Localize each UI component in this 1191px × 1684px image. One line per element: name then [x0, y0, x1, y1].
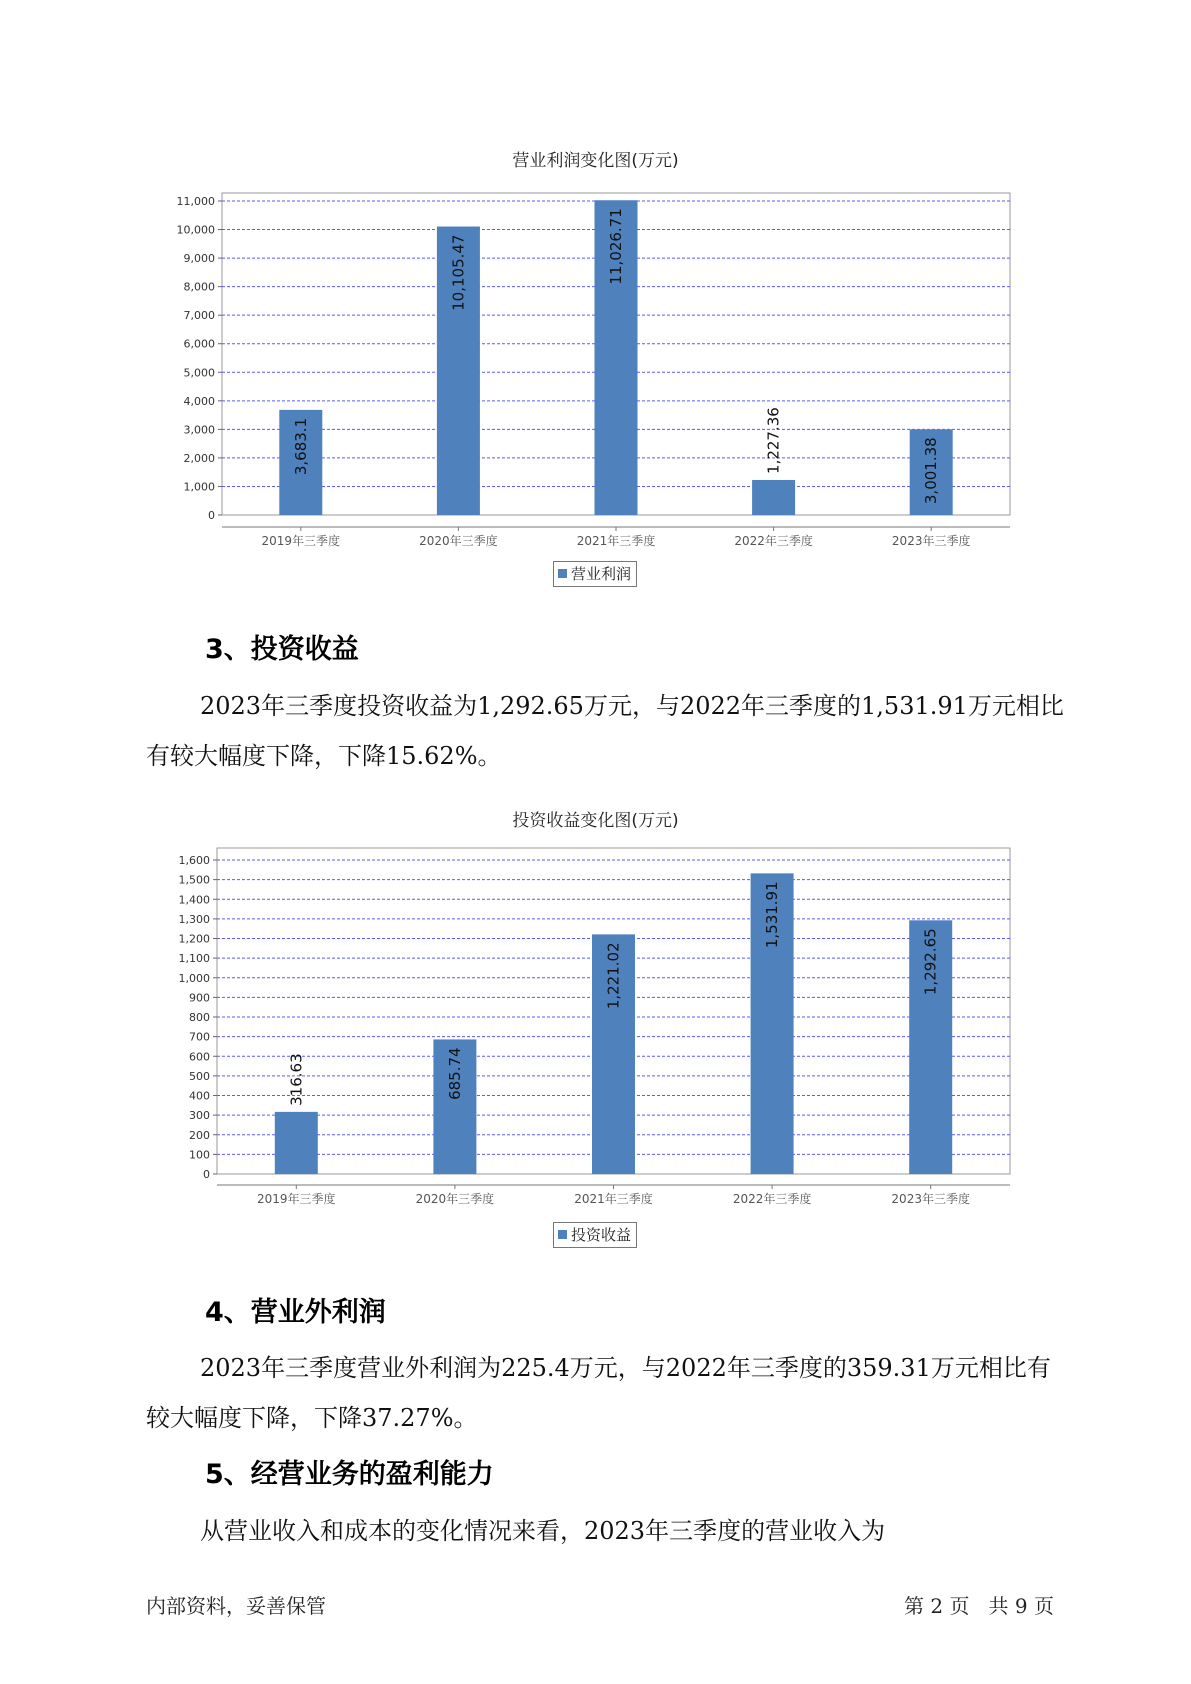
- x-tick-label: 2023年三季度: [891, 534, 971, 548]
- y-tick-label: 11,000: [176, 195, 215, 208]
- y-tick-label: 3,000: [183, 423, 215, 437]
- y-tick-label: 1,000: [183, 480, 215, 494]
- y-tick-label: 1,500: [178, 873, 210, 887]
- y-tick-label: 300: [189, 1109, 210, 1123]
- x-tick-label: 2022年三季度: [734, 534, 813, 548]
- legend-swatch: [558, 1230, 567, 1239]
- paragraph-investment-income: 2023年三季度投资收益为1,292.65万元，与2022年三季度的1,531.91万元相比有较大幅度下降，下降15.62%。: [146, 692, 1064, 770]
- heading-non-operating-profit: 4、营业外利润: [205, 1297, 386, 1328]
- y-tick-label: 1,400: [178, 893, 210, 907]
- data-label: 11,026.71: [607, 208, 625, 285]
- y-tick-label: 0: [203, 1168, 210, 1181]
- heading-profitability: 5、经营业务的盈利能力: [205, 1459, 494, 1490]
- y-tick-label: 0: [208, 509, 215, 522]
- chart-legend-investment-income: [553, 1222, 637, 1248]
- bar: [275, 1112, 318, 1174]
- x-tick-label: 2023年三季度: [891, 1192, 970, 1206]
- x-tick-label: 2019年三季度: [257, 1192, 336, 1206]
- heading-investment-income: 3、投资收益: [205, 634, 359, 665]
- y-tick-label: 800: [189, 1011, 210, 1024]
- y-tick-label: 6,000: [183, 337, 215, 351]
- data-label: 3,001.38: [922, 437, 941, 505]
- y-tick-label: 2,000: [183, 451, 215, 465]
- y-tick-label: 900: [189, 991, 210, 1005]
- legend-label: 营业利润: [571, 565, 632, 583]
- y-tick-label: 5,000: [183, 366, 215, 380]
- y-tick-label: 100: [189, 1148, 210, 1162]
- data-label: 1,221.02: [604, 942, 623, 1010]
- y-tick-label: 7,000: [183, 309, 215, 323]
- x-tick-label: 2021年三季度: [574, 1192, 653, 1206]
- y-tick-label: 10,000: [176, 223, 215, 237]
- y-tick-label: 1,300: [178, 912, 210, 926]
- y-tick-label: 700: [189, 1030, 210, 1044]
- y-tick-label: 4,000: [183, 394, 215, 408]
- x-tick-label: 2020年三季度: [415, 1192, 495, 1206]
- data-label: 10,105.47: [449, 234, 468, 311]
- data-label: 3,683.1: [291, 417, 310, 476]
- paragraph-profitability: 从营业收入和成本的变化情况来看，2023年三季度的营业收入为: [200, 1517, 886, 1545]
- legend-label: 投资收益: [571, 1226, 632, 1244]
- data-label: 1,531.91: [763, 881, 782, 949]
- x-tick-label: 2019年三季度: [261, 534, 341, 548]
- x-tick-label: 2022年三季度: [732, 1192, 812, 1206]
- paragraph-non-operating-profit: 2023年三季度营业外利润为225.4万元，与2022年三季度的359.31万元相比有较大幅度下降，下降37.27%。: [146, 1354, 1051, 1432]
- data-label: 1,227.36: [764, 407, 783, 474]
- data-label: 1,292.65: [921, 928, 940, 996]
- footer-confidential: 内部资料，妥善保管: [146, 1594, 326, 1618]
- data-label: 685.74: [445, 1047, 464, 1100]
- y-tick-label: 9,000: [183, 252, 215, 266]
- y-tick-label: 1,000: [178, 971, 210, 985]
- x-tick-label: 2021年三季度: [576, 534, 656, 548]
- footer-page-number: 第 2 页 共 9 页: [904, 1594, 1054, 1618]
- chart-title-investment-income: 投资收益变化图(万元): [512, 811, 679, 831]
- y-tick-label: 1,600: [178, 854, 210, 867]
- y-tick-label: 600: [189, 1050, 210, 1064]
- x-tick-label: 2020年三季度: [419, 534, 498, 548]
- y-tick-label: 1,100: [178, 952, 210, 966]
- y-tick-label: 400: [189, 1089, 210, 1103]
- data-label: 316.63: [287, 1053, 306, 1106]
- y-tick-label: 8,000: [183, 280, 215, 294]
- chart-title-operating-profit: 营业利润变化图(万元): [512, 151, 679, 171]
- y-tick-label: 200: [189, 1128, 210, 1142]
- y-tick-label: 500: [189, 1069, 210, 1083]
- y-tick-label: 1,200: [178, 932, 210, 946]
